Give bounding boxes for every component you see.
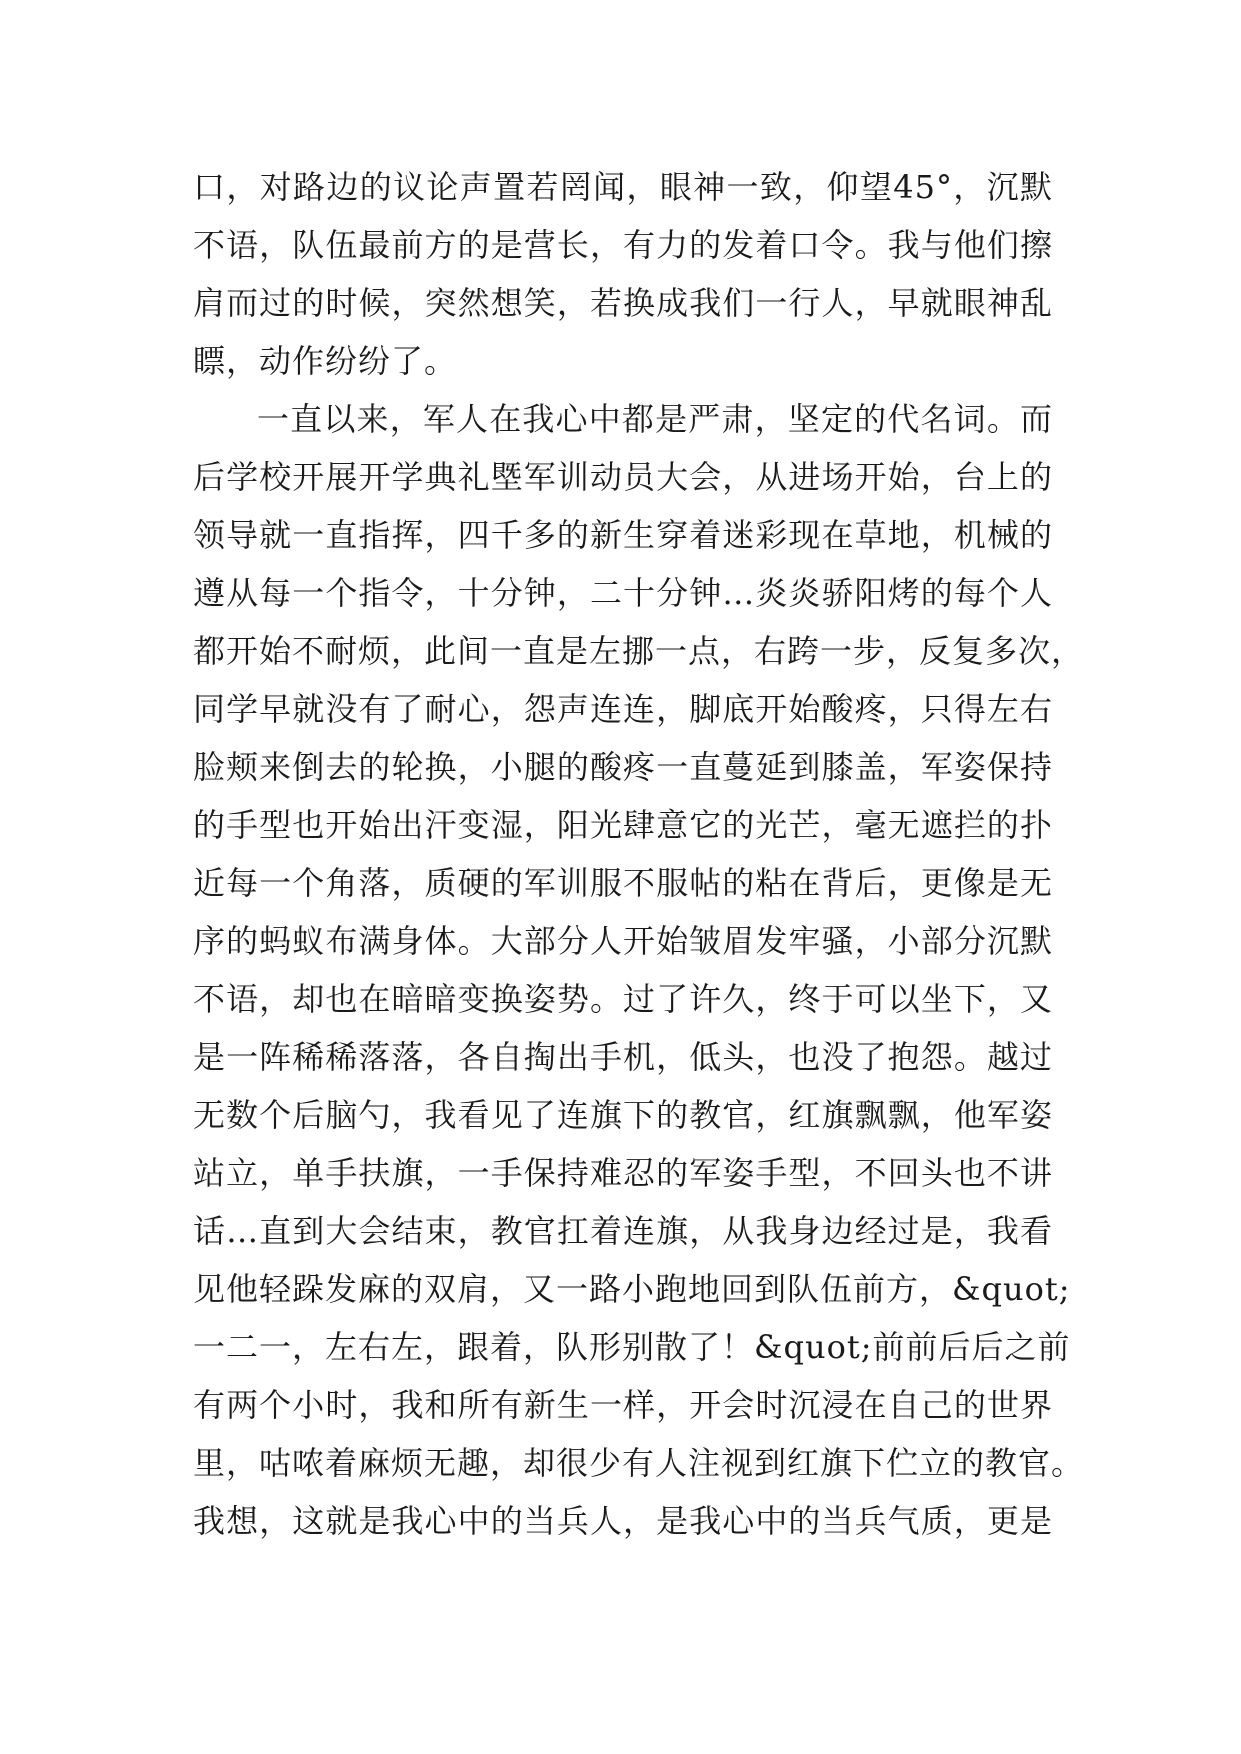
text-line: 领导就一直指挥，四千多的新生穿着迷彩现在草地，机械的 bbox=[193, 516, 1053, 554]
text-line: 瞟，动作纷纷了。 bbox=[193, 342, 458, 380]
text-line: 无数个后脑勺，我看见了连旗下的教官，红旗飘飘，他军姿 bbox=[193, 1096, 1053, 1134]
text-line: 话…直到大会结束，教官扛着连旗，从我身边经过是，我看 bbox=[193, 1212, 1053, 1250]
text-line: 脸颊来倒去的轮换，小腿的酸疼一直蔓延到膝盖，军姿保持 bbox=[193, 748, 1053, 786]
text-line: 里，咕哝着麻烦无趣，却很少有人注视到红旗下伫立的教官。 bbox=[193, 1444, 1085, 1482]
text-line: 遵从每一个指令，十分钟，二十分钟…炎炎骄阳烤的每个人 bbox=[193, 574, 1053, 612]
text-line: 见他轻跺发麻的双肩，又一路小跑地回到队伍前方，&quot; bbox=[193, 1270, 1071, 1308]
text-line: 一二一，左右左，跟着，队形别散了！&quot;前前后后之前 bbox=[193, 1328, 1071, 1366]
text-line: 都开始不耐烦，此间一直是左挪一点，右跨一步，反复多次， bbox=[193, 632, 1085, 670]
text-line: 序的蚂蚁布满身体。大部分人开始皱眉发牢骚，小部分沉默 bbox=[193, 922, 1053, 960]
body-text bbox=[193, 158, 1085, 1550]
text-line: 不语，队伍最前方的是营长，有力的发着口令。我与他们擦 bbox=[193, 226, 1053, 264]
text-line: 是一阵稀稀落落，各自掏出手机，低头，也没了抱怨。越过 bbox=[193, 1038, 1053, 1076]
text-line: 我想，这就是我心中的当兵人，是我心中的当兵气质，更是 bbox=[193, 1502, 1053, 1540]
text-line: 近每一个角落，质硬的军训服不服帖的粘在背后，更像是无 bbox=[193, 864, 1053, 902]
paragraph-first-line: 一直以来，军人在我心中都是严肃，坚定的代名词。而 bbox=[257, 400, 1053, 438]
text-line: 站立，单手扶旗，一手保持难忍的军姿手型，不回头也不讲 bbox=[193, 1154, 1053, 1192]
text-line: 同学早就没有了耐心，怨声连连，脚底开始酸疼，只得左右 bbox=[193, 690, 1053, 728]
text-line: 不语，却也在暗暗变换姿势。过了许久，终于可以坐下，又 bbox=[193, 980, 1053, 1018]
text-line: 的手型也开始出汗变湿，阳光肆意它的光芒，毫无遮拦的扑 bbox=[193, 806, 1053, 844]
text-line: 口，对路边的议论声置若罔闻，眼神一致，仰望45°，沉默 bbox=[193, 168, 1053, 206]
text-line: 后学校开展开学典礼塈军训动员大会，从进场开始，台上的 bbox=[193, 458, 1053, 496]
text-line: 有两个小时，我和所有新生一样，开会时沉浸在自己的世界 bbox=[193, 1386, 1053, 1424]
text-line: 肩而过的时候，突然想笑，若换成我们一行人，早就眼神乱 bbox=[193, 284, 1053, 322]
